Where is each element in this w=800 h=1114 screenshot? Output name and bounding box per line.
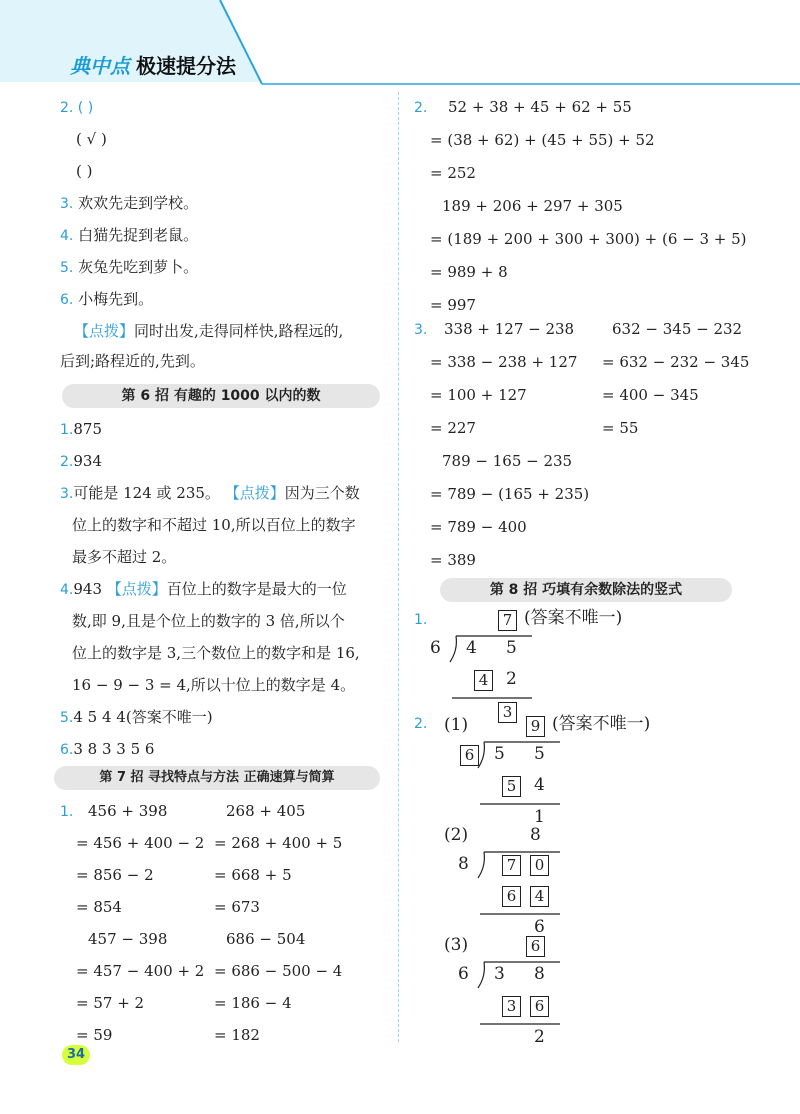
division-dividend: 5 bbox=[494, 744, 505, 764]
division-label: (1) bbox=[444, 715, 469, 735]
division-product: 4 bbox=[534, 775, 545, 795]
division-dividend bbox=[530, 855, 549, 876]
item-number-label: 2. bbox=[414, 100, 428, 116]
calc-line: 632 − 345 − 232 bbox=[612, 320, 743, 338]
division-remainder bbox=[498, 702, 517, 723]
division-note: (答案不唯一) bbox=[524, 608, 623, 628]
answer-box: 3 bbox=[502, 996, 521, 1017]
answer-line: ( ) bbox=[76, 162, 93, 180]
answer-text: 灰兔先吃到萝卜。 bbox=[78, 258, 199, 276]
division-product bbox=[502, 996, 521, 1017]
calc-line: = 854 bbox=[76, 898, 122, 916]
item-number: 6. bbox=[60, 742, 74, 758]
answer-line: 位上的数字和不超过 10,所以百位上的数字 bbox=[72, 516, 356, 534]
division-remainder: 1 bbox=[534, 807, 545, 827]
item-number: 4. bbox=[60, 228, 74, 244]
answer-text: 943 bbox=[73, 580, 102, 598]
division-note: (答案不唯一) bbox=[552, 714, 651, 734]
calc-line: = 856 − 2 bbox=[76, 866, 154, 884]
brand-logo: 典中点 bbox=[70, 54, 130, 78]
division-product bbox=[530, 886, 549, 907]
item-number-label: 2. bbox=[414, 716, 428, 732]
answer-box: 4 bbox=[530, 886, 549, 907]
section-heading-6: 第 6 招 有趣的 1000 以内的数 bbox=[62, 384, 380, 408]
hint-text: 因为三个数 bbox=[284, 484, 360, 502]
calc-line: = 457 − 400 + 2 bbox=[76, 962, 205, 980]
division-product bbox=[474, 670, 493, 691]
division-bracket bbox=[478, 962, 484, 988]
calc-line: = 400 − 345 bbox=[602, 386, 699, 404]
item-number-label: 1. bbox=[414, 612, 428, 628]
calc-line: = (189 + 200 + 300 + 300) + (6 − 3 + 5) bbox=[430, 230, 747, 248]
calc-line: 456 + 398 bbox=[88, 802, 168, 820]
calc-line: = 100 + 127 bbox=[430, 386, 527, 404]
division-divisor: 6 bbox=[458, 964, 469, 984]
division-remainder: 2 bbox=[534, 1027, 545, 1047]
calc-line: 789 − 165 − 235 bbox=[442, 452, 573, 470]
calc-line: = 55 bbox=[602, 419, 639, 437]
calc-line: = 686 − 500 − 4 bbox=[214, 962, 343, 980]
division-bracket bbox=[478, 852, 484, 878]
division-label: (3) bbox=[444, 935, 469, 955]
answer-text: 2. ( ) bbox=[60, 100, 94, 116]
answer-box: 3 bbox=[498, 702, 517, 723]
calc-line: = 789 − (165 + 235) bbox=[430, 485, 590, 503]
item-number: 5. bbox=[60, 260, 74, 276]
item-number: 1. bbox=[60, 422, 74, 438]
item-number: 2. bbox=[60, 454, 74, 470]
answer-line: 数,即 9,且是个位上的数字的 3 倍,所以个 bbox=[72, 612, 345, 630]
division-dividend: 5 bbox=[534, 744, 545, 764]
answer-text: 可能是 124 或 235。 bbox=[73, 484, 220, 502]
calc-line: 686 − 504 bbox=[226, 930, 306, 948]
calc-line: = 997 bbox=[430, 296, 476, 314]
answer-text: 白猫先捉到老鼠。 bbox=[78, 226, 199, 244]
division-dividend: 8 bbox=[534, 964, 545, 984]
header-title: 极速提分法 bbox=[136, 54, 236, 78]
item-number: 5. bbox=[60, 710, 74, 726]
division-divisor bbox=[460, 745, 479, 766]
answer-box: 0 bbox=[530, 855, 549, 876]
division-product bbox=[502, 886, 521, 907]
hint-line: 后到;路程近的,先到。 bbox=[60, 352, 205, 370]
section-heading-7: 第 7 招 寻找特点与方法 正确速算与简算 bbox=[54, 766, 380, 790]
item-number-label: 1. bbox=[60, 804, 74, 820]
calc-line: = 632 − 232 − 345 bbox=[602, 353, 750, 371]
calc-line: 189 + 206 + 297 + 305 bbox=[442, 197, 623, 215]
division-dividend: 5 bbox=[506, 638, 517, 658]
division-dividend: 4 bbox=[466, 638, 477, 658]
calc-line: = 252 bbox=[430, 164, 476, 182]
hint-label: 【点拨】 bbox=[224, 484, 285, 502]
answer-text: 小梅先到。 bbox=[78, 290, 154, 308]
division-product: 2 bbox=[506, 669, 517, 689]
answer-box: 6 bbox=[460, 745, 479, 766]
division-product bbox=[530, 996, 549, 1017]
answer-box: 9 bbox=[526, 716, 545, 737]
answer-line: 16 − 9 − 3 = 4,所以十位上的数字是 4。 bbox=[72, 676, 356, 694]
answer-line: 最多不超过 2。 bbox=[72, 548, 177, 566]
calc-line: 268 + 405 bbox=[226, 802, 306, 820]
calc-line: = 338 − 238 + 127 bbox=[430, 353, 578, 371]
item-number: 4. bbox=[60, 582, 74, 598]
answer-box: 6 bbox=[530, 996, 549, 1017]
hint-text: 同时出发,走得同样快,路程远的, bbox=[134, 322, 344, 340]
division-dividend bbox=[502, 855, 521, 876]
calc-line: 457 − 398 bbox=[88, 930, 168, 948]
item-number: 6. bbox=[60, 292, 74, 308]
calc-line: 338 + 127 − 238 bbox=[444, 320, 575, 338]
answer-text: 欢欢先走到学校。 bbox=[78, 194, 199, 212]
calc-line: = 673 bbox=[214, 898, 260, 916]
answer-box: 6 bbox=[526, 936, 545, 957]
hint-label: 【点拨】 bbox=[106, 580, 167, 598]
division-quotient bbox=[526, 716, 545, 737]
calc-line: = 57 + 2 bbox=[76, 994, 145, 1012]
division-divisor: 6 bbox=[430, 638, 441, 658]
calc-line: = 59 bbox=[76, 1026, 113, 1044]
answer-line: ( √ ) bbox=[76, 130, 107, 148]
calc-line: = (38 + 62) + (45 + 55) + 52 bbox=[430, 131, 655, 149]
division-bracket bbox=[450, 636, 456, 662]
answer-line: 位上的数字是 3,三个数位上的数字和是 16, bbox=[72, 644, 360, 662]
answer-box: 7 bbox=[502, 855, 521, 876]
hint-text: 百位上的数字是最大的一位 bbox=[166, 580, 347, 598]
calc-line: = 227 bbox=[430, 419, 476, 437]
answer-box: 7 bbox=[498, 610, 517, 631]
hint-label: 【点拨】 bbox=[74, 322, 135, 340]
division-quotient bbox=[498, 610, 517, 631]
division-quotient: 8 bbox=[530, 825, 541, 845]
answer-box: 6 bbox=[502, 886, 521, 907]
division-label: (2) bbox=[444, 825, 469, 845]
division-divisor: 8 bbox=[458, 854, 469, 874]
division-remainder: 6 bbox=[534, 917, 545, 937]
item-number: 3. bbox=[60, 196, 74, 212]
calc-line: = 268 + 400 + 5 bbox=[214, 834, 343, 852]
division-product bbox=[502, 776, 521, 797]
calc-line: = 186 − 4 bbox=[214, 994, 292, 1012]
calc-line: = 389 bbox=[430, 551, 476, 569]
division-dividend: 3 bbox=[494, 964, 505, 984]
calc-line: = 668 + 5 bbox=[214, 866, 292, 884]
answer-text: 934 bbox=[73, 452, 102, 470]
item-number-label: 3. bbox=[414, 322, 428, 338]
calc-line: = 989 + 8 bbox=[430, 263, 508, 281]
answer-box: 4 bbox=[474, 670, 493, 691]
calc-line: = 182 bbox=[214, 1026, 260, 1044]
page-number: 34 bbox=[62, 1045, 90, 1065]
calc-line: 52 + 38 + 45 + 62 + 55 bbox=[448, 98, 632, 116]
item-number: 3. bbox=[60, 486, 74, 502]
calc-line: = 789 − 400 bbox=[430, 518, 527, 536]
calc-line: = 456 + 400 − 2 bbox=[76, 834, 205, 852]
answer-text: 3 8 3 3 5 6 bbox=[73, 740, 155, 758]
answer-text: 875 bbox=[73, 420, 102, 438]
section-heading-8: 第 8 招 巧填有余数除法的竖式 bbox=[440, 578, 732, 602]
answer-text: 4 5 4 4(答案不唯一) bbox=[73, 708, 213, 726]
division-quotient bbox=[526, 936, 545, 957]
answer-box: 5 bbox=[502, 776, 521, 797]
